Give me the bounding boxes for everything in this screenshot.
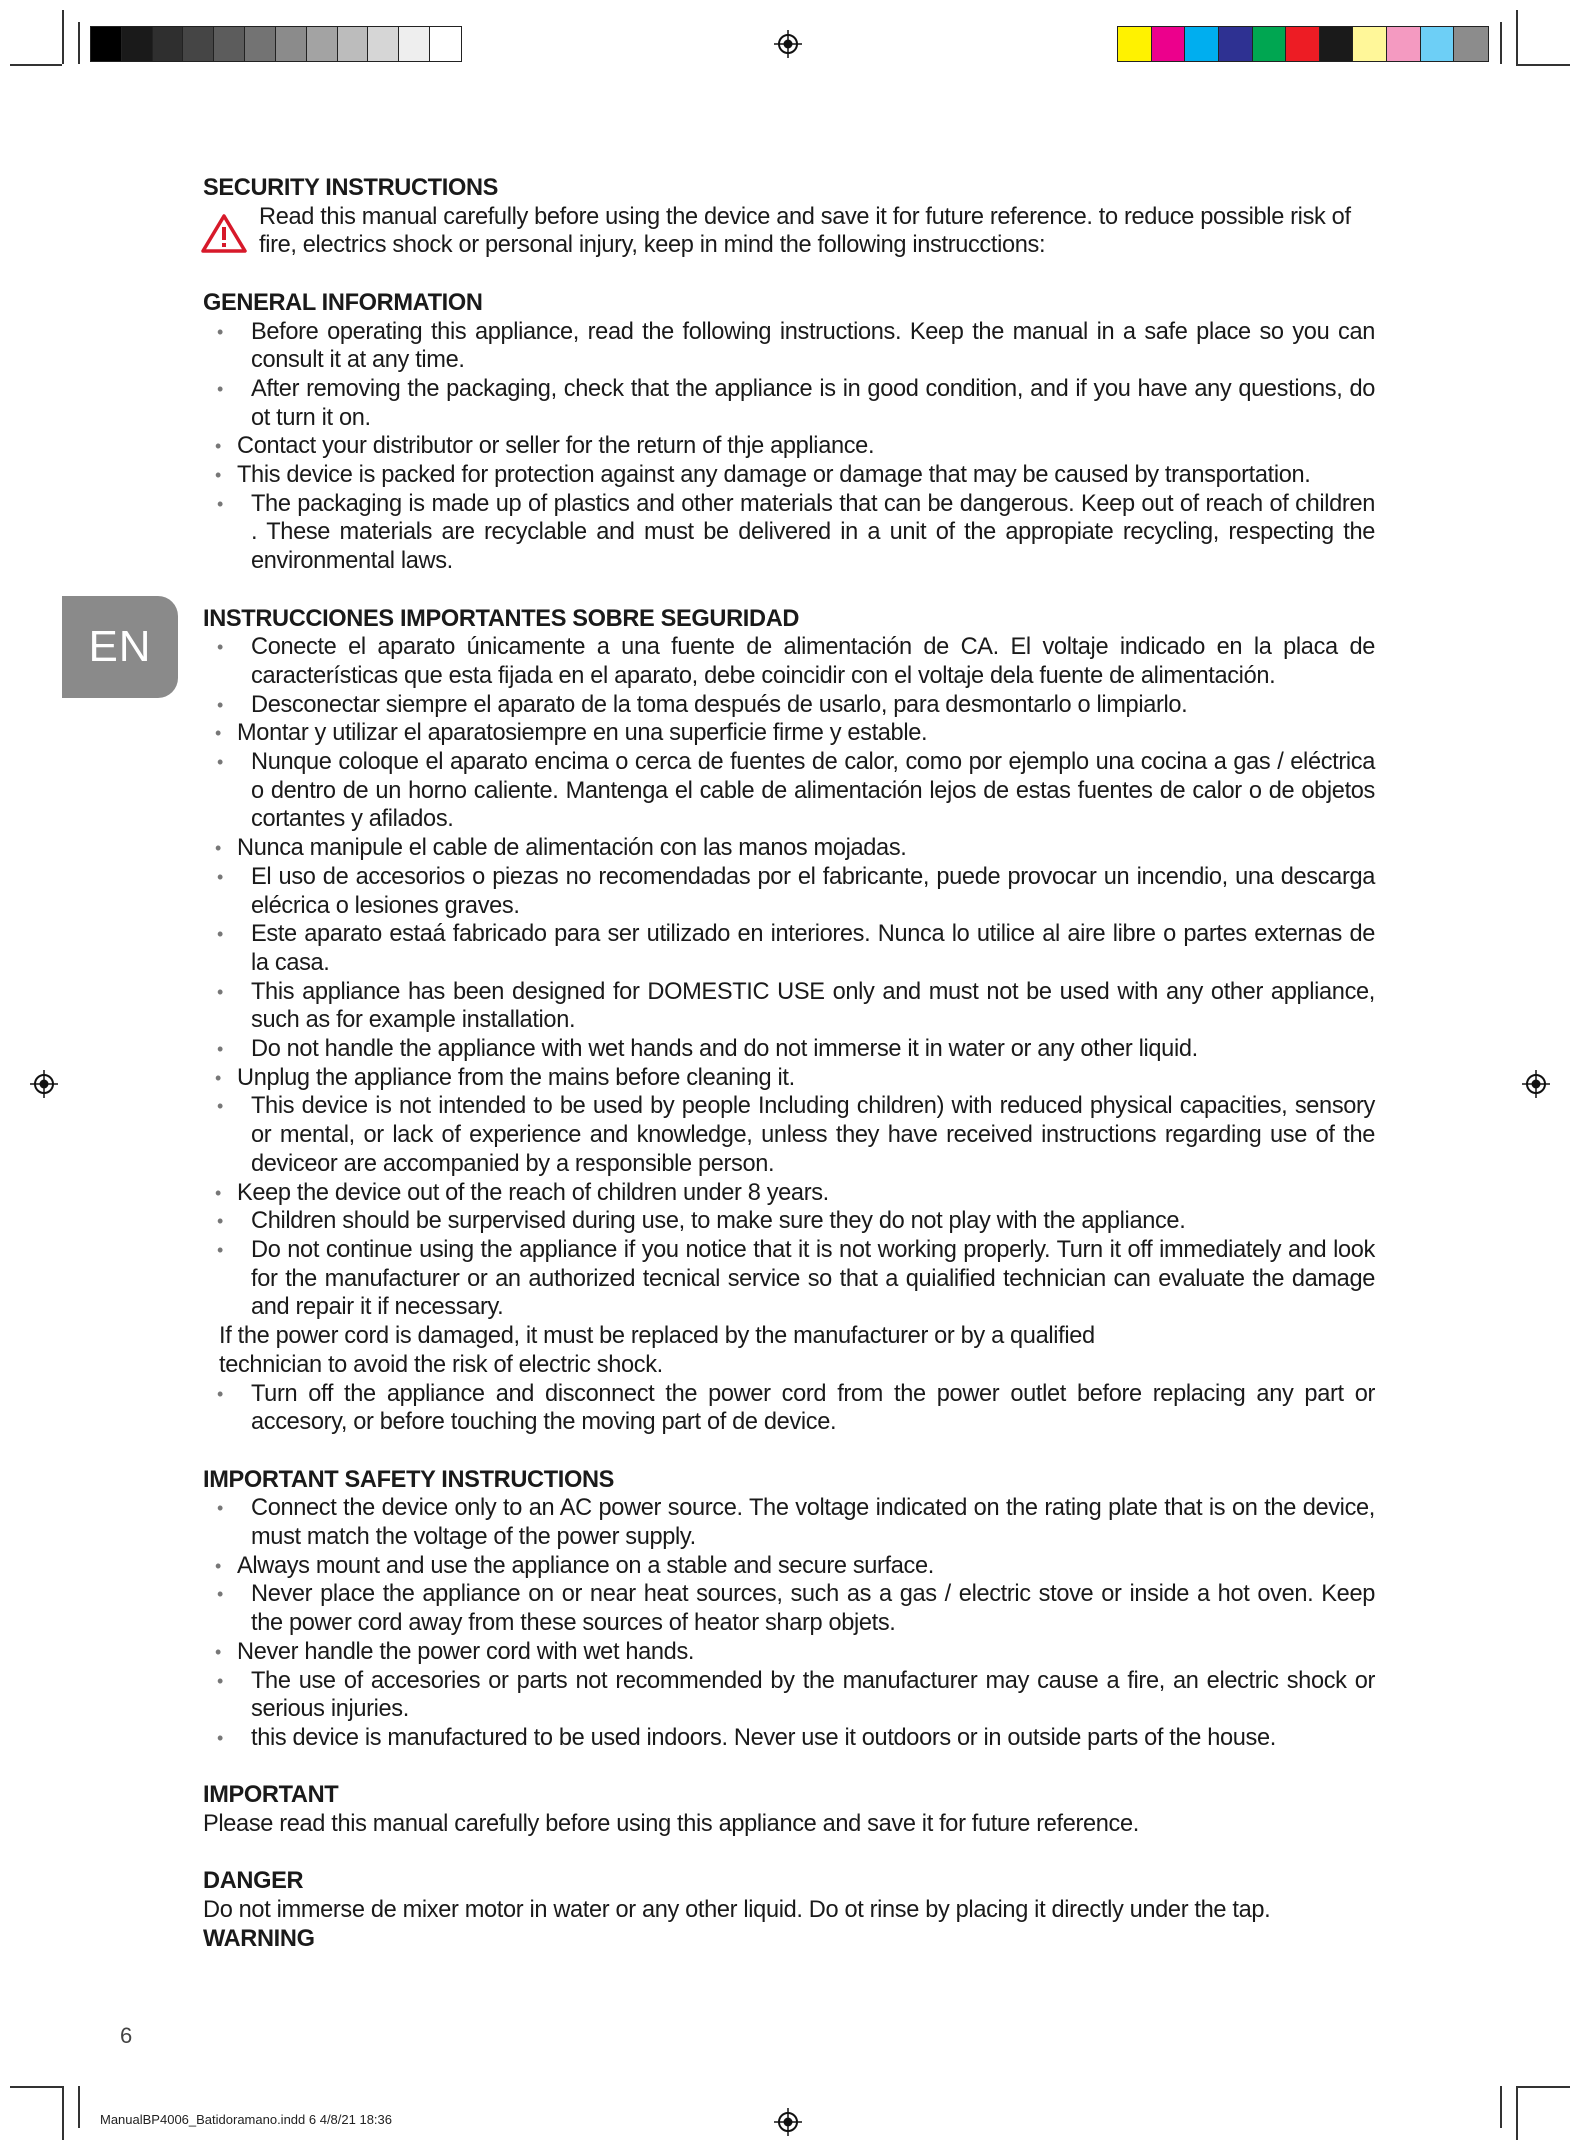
list-item: • This device is packed for protection against any damage or damage that may be caused by transportation. — [203, 461, 1375, 490]
crop-mark — [78, 22, 80, 64]
power-cord-note — [203, 1322, 1375, 1379]
registration-mark-icon — [774, 30, 802, 58]
crop-mark — [1516, 10, 1518, 64]
print-slug: ManualBP4006_Batidoramano.indd 6 4/8/21 18:36 — [100, 2112, 392, 2127]
list-item: • The use of accesories or parts not recommended by the manufacturer may cause a fire, an electric shock or serious injuries. — [203, 1667, 1375, 1724]
color-swatch — [122, 27, 153, 61]
list-item: • After removing the packaging, check that the appliance is in good condition, and if you have any questions, do ot turn it on. — [203, 375, 1375, 432]
list-item: • Conecte el aparato únicamente a una fuente de alimentación de CA. El voltaje indicado en la placa de características que esta fijada en el aparato, debe coincidir con el voltaje dela fuente de alimentación. — [203, 633, 1375, 690]
warning-heading: WARNING — [203, 1925, 315, 1952]
color-swatch — [1286, 27, 1320, 61]
color-swatch — [214, 27, 245, 61]
list-item: • Before operating this appliance, read the following instructions. Keep the manual in a safe place so you can consult it at any time. — [203, 318, 1375, 375]
section-heading: DANGER — [203, 1868, 304, 1895]
list-item: • Do not handle the appliance with wet hands and do not immerse it in water or any other liquid. — [203, 1035, 1375, 1064]
color-swatch — [338, 27, 369, 61]
section-heading: GENERAL INFORMATION — [203, 289, 483, 316]
list-item: • Contact your distributor or seller for the return of thje appliance. — [203, 432, 1375, 461]
color-swatch — [1152, 27, 1186, 61]
instrucciones-seguridad-section — [203, 605, 1375, 1437]
list-item: • Do not continue using the appliance if you notice that it is not working properly. Turn it off immediately and look for the manufacturer or an authorized tecnical service so that a quialified technician can evaluate the damage and repair it if necessary. — [203, 1236, 1375, 1322]
color-swatch — [183, 27, 214, 61]
list-item: • This appliance has been designed for DOMESTIC USE only and must not be used with any other appliance, such as for example installation. — [203, 978, 1375, 1035]
crop-mark — [1516, 2086, 1518, 2140]
page-number: 6 — [120, 2023, 133, 2048]
registration-mark-icon — [30, 1070, 58, 1098]
crop-mark — [1516, 2086, 1570, 2088]
manual-content — [203, 174, 1375, 1954]
note-line: technician to avoid the risk of electric shock. — [219, 1351, 663, 1378]
list-item: • El uso de accesorios o piezas no recomendadas por el fabricante, puede provocar un incendio, una descarga elécrica o lesiones graves. — [203, 863, 1375, 920]
crop-mark — [1500, 22, 1502, 64]
color-swatch — [153, 27, 184, 61]
registration-mark-icon — [1522, 1070, 1550, 1098]
important-text: Please read this manual carefully before using this appliance and save it for future reference. — [203, 1811, 1139, 1838]
note-line: If the power cord is damaged, it must be replaced by the manufacturer or by a qualified — [219, 1323, 1095, 1350]
list-item: • Keep the device out of the reach of children under 8 years. — [203, 1179, 1375, 1208]
bullet-list — [203, 633, 1375, 1322]
color-swatch — [1421, 27, 1455, 61]
security-intro-text: Read this manual carefully before using the device and save it for future reference. to reduce possible risk of fire, electrics shock or personal injury, keep in mind the following instrucctions: — [259, 203, 1351, 259]
section-heading: IMPORTANT — [203, 1782, 339, 1809]
list-item: • Never place the appliance on or near heat sources, such as a gas / electric stove or inside a hot oven. Keep the power cord away from these sources of heator sharp objets. — [203, 1580, 1375, 1637]
color-swatch — [91, 27, 122, 61]
language-tab-label: EN — [88, 622, 152, 671]
color-swatch — [1320, 27, 1354, 61]
list-item: • Children should be surpervised during use, to make sure they do not play with the appliance. — [203, 1207, 1375, 1236]
color-swatch — [1219, 27, 1253, 61]
language-tab — [62, 596, 178, 698]
color-swatch — [1353, 27, 1387, 61]
crop-mark — [10, 2086, 62, 2088]
section-heading: IMPORTANT SAFETY INSTRUCTIONS — [203, 1466, 615, 1493]
color-swatch — [276, 27, 307, 61]
bullet-list — [203, 1380, 1375, 1437]
general-information-section — [203, 289, 1375, 576]
color-swatch — [307, 27, 338, 61]
danger-text: Do not immerse de mixer motor in water or any other liquid. Do ot rinse by placing it directly under the tap. — [203, 1897, 1271, 1924]
color-swatch — [245, 27, 276, 61]
security-instructions-section — [203, 174, 1375, 260]
list-item: • this device is manufactured to be used indoors. Never use it outdoors or in outside parts of the house. — [203, 1724, 1375, 1753]
list-item: • Nunque coloque el aparato encima o cerca de fuentes de calor, como por ejemplo una cocina a gas / eléctrica o dentro de un horno caliente. Mantenga el cable de alimentación lejos de estas fuentes de calor o de objetos cortantes y afilados. — [203, 748, 1375, 834]
list-item: • Never handle the power cord with wet hands. — [203, 1638, 1375, 1667]
danger-section — [203, 1867, 1375, 1953]
color-swatch — [399, 27, 430, 61]
registration-mark-icon — [774, 2108, 802, 2136]
crop-mark — [1516, 64, 1570, 66]
bullet-list — [203, 1494, 1375, 1752]
list-item: • Desconectar siempre el aparato de la toma después de usarlo, para desmontarlo o limpiarlo. — [203, 691, 1375, 720]
bullet-list — [203, 318, 1375, 576]
color-swatch — [1387, 27, 1421, 61]
color-swatch — [1185, 27, 1219, 61]
section-heading: INSTRUCCIONES IMPORTANTES SOBRE SEGURIDAD — [203, 605, 800, 632]
color-swatch — [430, 27, 461, 61]
crop-mark — [62, 2086, 64, 2140]
crop-mark — [10, 64, 62, 66]
color-swatch — [1253, 27, 1287, 61]
list-item: • The packaging is made up of plastics and other materials that can be dangerous. Keep out of reach of children . These materials are recyclable and must be delivered in a unit of the appropiate recycling, respecting the environmental laws. — [203, 490, 1375, 576]
list-item: • Montar y utilizar el aparatosiempre en una superficie firme y estable. — [203, 719, 1375, 748]
list-item: • Nunca manipule el cable de alimentación con las manos mojadas. — [203, 834, 1375, 863]
list-item: • Turn off the appliance and disconnect the power cord from the power outlet before replacing any part or accesory, or before touching the moving part of de device. — [203, 1380, 1375, 1437]
color-swatch — [1454, 27, 1488, 61]
list-item: • This device is not intended to be used by people Including children) with reduced physical capacities, sensory or mental, or lack of experience and knowledge, unless they have received instructions regarding use of the deviceor are accompanied by a responsible person. — [203, 1092, 1375, 1178]
security-intro — [203, 203, 1375, 260]
list-item: • Unplug the appliance from the mains before cleaning it. — [203, 1064, 1375, 1093]
list-item: • Este aparato estaá fabricado para ser utilizado en interiores. Nunca lo utilice al aire libre o partes externas de la casa. — [203, 920, 1375, 977]
crop-mark — [1500, 2086, 1502, 2128]
crop-mark — [62, 10, 64, 64]
crop-mark — [78, 2086, 80, 2128]
warning-triangle-icon — [201, 213, 247, 253]
list-item: • Always mount and use the appliance on a stable and secure surface. — [203, 1552, 1375, 1581]
grayscale-calibration-strip — [90, 26, 462, 62]
color-swatch — [1118, 27, 1152, 61]
important-section — [203, 1781, 1375, 1838]
color-swatch — [368, 27, 399, 61]
list-item: • Connect the device only to an AC power source. The voltage indicated on the rating plate that is on the device, must match the voltage of the power supply. — [203, 1494, 1375, 1551]
important-safety-section — [203, 1466, 1375, 1753]
section-heading: SECURITY INSTRUCTIONS — [203, 175, 499, 201]
color-calibration-strip — [1117, 26, 1489, 62]
